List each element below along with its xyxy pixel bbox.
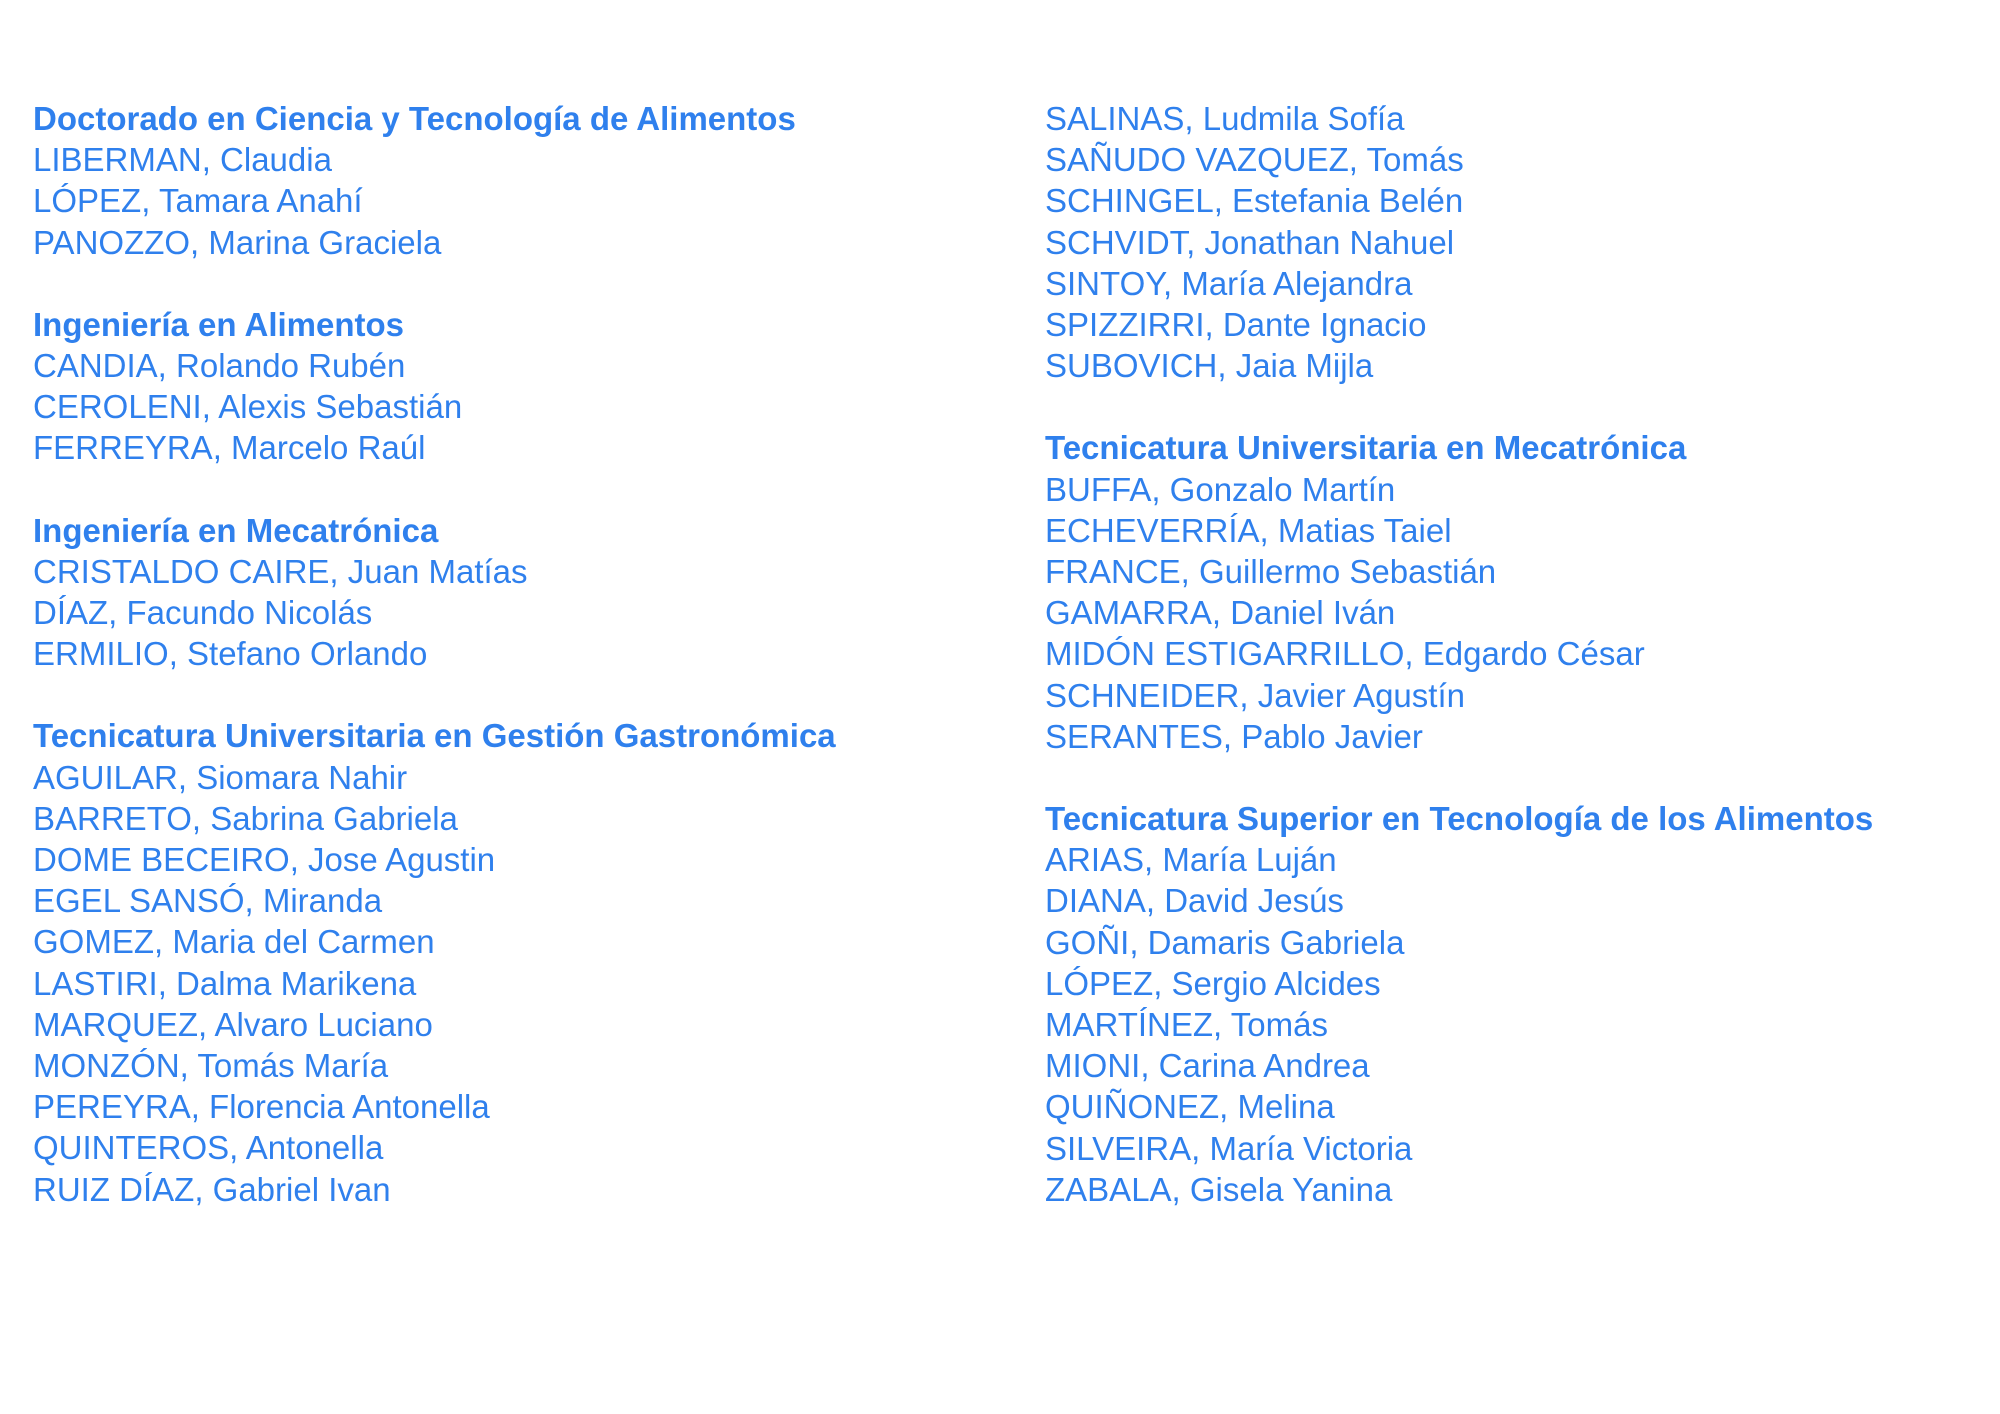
graduate-name: PEREYRA, Florencia Antonella (33, 1088, 490, 1126)
graduate-name: LASTIRI, Dalma Marikena (33, 964, 417, 1002)
program-title: Tecnicatura Superior en Tecnología de los Alimentos (1045, 800, 1874, 838)
graduate-name: EGEL SANSÓ, Miranda (33, 882, 383, 920)
graduate-name: BARRETO, Sabrina Gabriela (33, 799, 458, 837)
graduate-name: ARIAS, María Luján (1045, 841, 1337, 879)
graduate-name: CEROLENI, Alexis Sebastián (33, 388, 463, 426)
graduate-name: LIBERMAN, Claudia (33, 141, 332, 179)
graduate-name: ECHEVERRÍA, Matias Taiel (1045, 511, 1452, 549)
graduate-name: DÍAZ, Facundo Nicolás (33, 594, 373, 632)
program-section (33, 304, 993, 469)
graduate-name: AGUILAR, Siomara Nahir (33, 758, 408, 796)
program-title: Ingeniería en Alimentos (33, 305, 405, 343)
graduate-name: ERMILIO, Stefano Orlando (33, 635, 428, 673)
program-title: Tecnicatura Universitaria en Mecatrónica (1045, 429, 1687, 467)
program-title: Ingeniería en Mecatrónica (33, 511, 439, 549)
right-column (1045, 98, 2000, 1251)
program-section (33, 510, 993, 675)
graduate-name: SUBOVICH, Jaia Mijla (1045, 347, 1374, 385)
graduate-name: GAMARRA, Daniel Iván (1045, 594, 1396, 632)
graduate-name: DOME BECEIRO, Jose Agustin (33, 841, 496, 879)
graduate-name: RUIZ DÍAZ, Gabriel Ivan (33, 1170, 391, 1208)
program-title: Doctorado en Ciencia y Tecnología de Alimentos (33, 100, 796, 137)
graduate-name: SALINAS, Ludmila Sofía (1045, 100, 1405, 137)
graduate-name: SERANTES, Pablo Javier (1045, 717, 1423, 755)
graduate-name: GOÑI, Damaris Gabriela (1045, 923, 1405, 961)
graduate-name: PANOZZO, Marina Graciela (33, 223, 442, 261)
graduate-name: MONZÓN, Tomás María (33, 1047, 389, 1085)
graduate-name: GOMEZ, Maria del Carmen (33, 923, 435, 961)
graduate-name: LÓPEZ, Tamara Anahí (33, 182, 363, 220)
graduate-name: MARTÍNEZ, Tomás (1045, 1006, 1328, 1044)
graduate-name: BUFFA, Gonzalo Martín (1045, 470, 1396, 508)
graduate-name: CRISTALDO CAIRE, Juan Matías (33, 552, 528, 590)
graduate-name: MIDÓN ESTIGARRILLO, Edgardo César (1045, 635, 1645, 673)
graduate-name: LÓPEZ, Sergio Alcides (1045, 964, 1381, 1002)
program-section (1045, 427, 2000, 757)
graduate-name: FRANCE, Guillermo Sebastián (1045, 553, 1497, 591)
graduate-name: FERREYRA, Marcelo Raúl (33, 429, 426, 467)
continued-names (1045, 98, 2000, 386)
graduate-name: QUIÑONEZ, Melina (1045, 1088, 1335, 1126)
program-section (1045, 798, 2000, 1210)
graduate-name: MARQUEZ, Alvaro Luciano (33, 1005, 433, 1043)
left-column (33, 98, 993, 1251)
graduate-name: MIONI, Carina Andrea (1045, 1047, 1370, 1085)
graduate-name: SCHVIDT, Jonathan Nahuel (1045, 223, 1455, 261)
graduate-name: ZABALA, Gisela Yanina (1045, 1170, 1393, 1208)
program-section (33, 98, 993, 263)
graduate-name: SCHINGEL, Estefania Belén (1045, 182, 1464, 220)
graduate-name: SPIZZIRRI, Dante Ignacio (1045, 306, 1427, 344)
graduate-name: SINTOY, María Alejandra (1045, 264, 1413, 302)
graduate-name: DIANA, David Jesús (1045, 882, 1344, 920)
program-title: Tecnicatura Universitaria en Gestión Gastronómica (33, 717, 836, 755)
graduate-name: CANDIA, Rolando Rubén (33, 347, 406, 385)
program-section (33, 715, 993, 1209)
graduate-name: SILVEIRA, María Victoria (1045, 1129, 1413, 1167)
graduate-name: SCHNEIDER, Javier Agustín (1045, 676, 1465, 714)
graduate-name: QUINTEROS, Antonella (33, 1129, 384, 1167)
graduate-name: SAÑUDO VAZQUEZ, Tomás (1045, 141, 1464, 179)
